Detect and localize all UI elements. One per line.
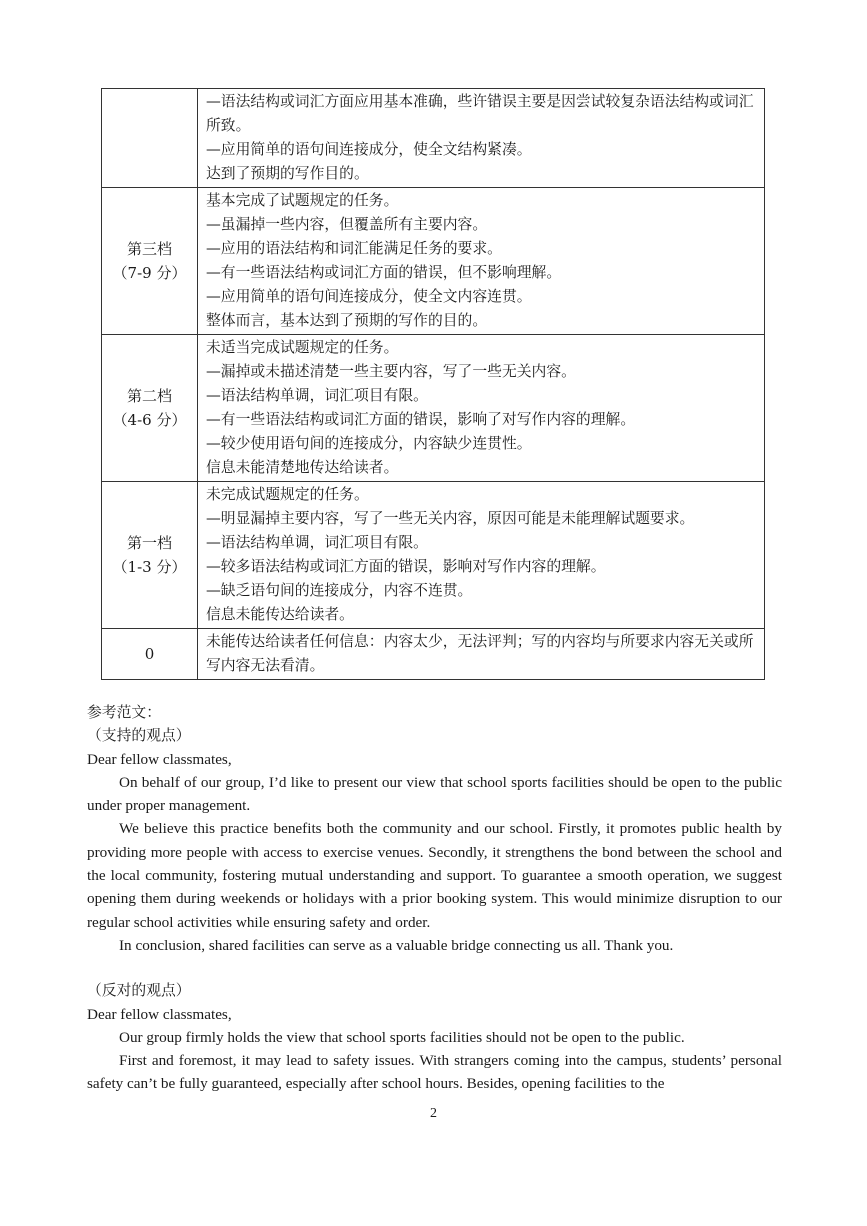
criterion-line: 信息未能传达给读者。 xyxy=(206,606,354,623)
grade-cell xyxy=(102,335,198,482)
grade-cell xyxy=(102,482,198,629)
criterion-line: —漏掉或未描述清楚一些主要内容，写了一些无关内容。 xyxy=(206,363,576,380)
criterion-line: —明显漏掉主要内容，写了一些无关内容，原因可能是未能理解试题要求。 xyxy=(206,510,695,527)
sample-essays xyxy=(87,701,782,1096)
description-cell xyxy=(198,89,765,188)
criterion-line: —有一些语法结构或词汇方面的错误，影响了对写作内容的理解。 xyxy=(206,411,636,428)
description-cell xyxy=(198,335,765,482)
description-cell xyxy=(198,482,765,629)
rubric-row-continued xyxy=(102,89,765,188)
grade-cell xyxy=(102,188,198,335)
support-greeting: Dear fellow classmates, xyxy=(87,750,232,768)
oppose-greeting: Dear fellow classmates, xyxy=(87,1005,232,1023)
criterion-line: 基本完成了试题规定的任务。 xyxy=(206,192,399,209)
criterion-line: 达到了预期的写作目的。 xyxy=(206,165,369,182)
description-cell xyxy=(198,188,765,335)
sample-heading: 参考范文： xyxy=(87,704,161,721)
support-paragraph: On behalf of our group, I’d like to present our view that school sports facilities should be open to the public under proper management. xyxy=(87,773,782,815)
page-number: 2 xyxy=(430,1106,437,1121)
criterion-line: —语法结构或词汇方面应用基本准确，些许错误主要是因尝试较复杂语法结构或词汇所致。 xyxy=(206,93,754,134)
description-cell xyxy=(198,629,765,680)
criterion-line: —较多语法结构或词汇方面的错误，影响对写作内容的理解。 xyxy=(206,558,606,575)
criterion-line: 未能传达给读者任何信息：内容太少，无法评判；写的内容均与所要求内容无关或所写内容无法看清。 xyxy=(206,633,754,674)
oppose-paragraph: First and foremost, it may lead to safety issues. With strangers coming into the campus, students’ personal safety can’t be fully guaranteed, especially after school hours. Besides, opening facilities to the xyxy=(87,1052,782,1093)
criterion-line: —有一些语法结构或词汇方面的错误，但不影响理解。 xyxy=(206,264,562,281)
grade-cell xyxy=(102,89,198,188)
oppose-label: （反对的观点） xyxy=(87,982,191,1000)
grade-score: （7-9 分） xyxy=(112,264,187,282)
criterion-line: 未适当完成试题规定的任务。 xyxy=(206,339,399,356)
section-spacer xyxy=(87,957,782,979)
grade-name: 第二档 xyxy=(126,387,172,405)
criterion-line: —语法结构单调，词汇项目有限。 xyxy=(206,534,428,551)
grade-name: 第一档 xyxy=(126,534,172,552)
criterion-line: —应用的语法结构和词汇能满足任务的要求。 xyxy=(206,240,502,257)
criterion-line: —缺乏语句间的连接成分，内容不连贯。 xyxy=(206,582,473,599)
criterion-line: —应用简单的语句间连接成分，使全文内容连贯。 xyxy=(206,288,532,305)
criterion-line: 未完成试题规定的任务。 xyxy=(206,486,369,503)
criterion-line: —应用简单的语句间连接成分，使全文结构紧凑。 xyxy=(206,141,532,158)
criterion-line: 整体而言，基本达到了预期的写作的目的。 xyxy=(206,312,488,329)
rubric-row-grade-1 xyxy=(102,482,765,629)
oppose-paragraph: Our group firmly holds the view that school sports facilities should not be open to the public. xyxy=(119,1028,685,1046)
rubric-row-grade-0 xyxy=(102,629,765,680)
rubric-row-grade-2 xyxy=(102,335,765,482)
grade-score: （4-6 分） xyxy=(112,411,187,429)
criterion-line: 信息未能清楚地传达给读者。 xyxy=(206,459,399,476)
grade-score: （1-3 分） xyxy=(112,558,187,576)
criterion-line: —语法结构单调，词汇项目有限。 xyxy=(206,387,428,404)
support-label: （支持的观点） xyxy=(87,727,191,745)
grade-cell xyxy=(102,629,198,680)
scoring-rubric-table xyxy=(101,88,765,680)
grade-name: 0 xyxy=(144,645,155,663)
support-paragraph: We believe this practice benefits both the community and our school. Firstly, it promotes public health by providing more people with access to exercise venues. Secondly, it strengthens the bond between the school and the local community, fostering mutual understanding and support. To guarantee a smooth operation, we suggest opening them during weekends or holidays with a prior booking system. This would minimize disruption to our regular school activities while ensuring safety and order. xyxy=(87,820,782,931)
support-paragraph: In conclusion, shared facilities can serve as a valuable bridge connecting us all. Thank you. xyxy=(119,936,674,954)
criterion-line: —虽漏掉一些内容，但覆盖所有主要内容。 xyxy=(206,216,488,233)
grade-name: 第三档 xyxy=(126,240,172,258)
rubric-row-grade-3 xyxy=(102,188,765,335)
criterion-line: —较少使用语句间的连接成分，内容缺少连贯性。 xyxy=(206,435,532,452)
